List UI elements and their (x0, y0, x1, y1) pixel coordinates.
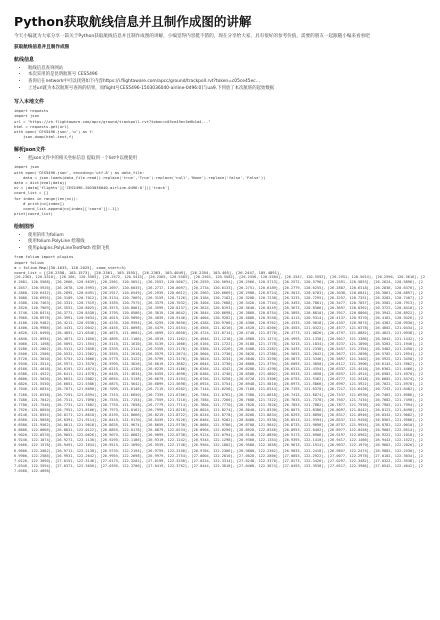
code-line: coord_list = [] (14, 190, 49, 196)
article-title: Python获取航线信息并且制作成图的讲解 (14, 14, 252, 29)
code-line: import folium (14, 259, 44, 265)
list-item: • 使用plugins.PolyLineTextPath 绘制飞机 (28, 246, 426, 253)
code-line: print(coord_list) (14, 211, 53, 217)
list-item: • 查询后在network中可以找到如下内容https://i.flightaware.com/apcc/ground/trackpoll.rvt?token=c05ce45ec... (28, 79, 426, 86)
bottom-fade-overlay (0, 580, 440, 620)
section-heading-overview: 获取航线信息并且制作成图 (14, 44, 70, 50)
list-item: • 使用的库为folium (28, 233, 426, 240)
code-line: # print(nv[index]) (14, 200, 65, 206)
code-line: with open('CES5496.json','w') as f: (14, 129, 95, 135)
code-line: nv = (data['flights']['CES5496-1503036040-airline-0496:0'])['track'] (14, 185, 170, 191)
code-line: import json (14, 164, 40, 170)
list-item: • 把json文件中的相关坐标信息 提取到一个list中以便使用 (28, 156, 426, 163)
code-line: for index in range(len(nv)): (14, 195, 79, 201)
code-line: coord_list.append(nv[index]['coord'][:-1]) (14, 206, 120, 212)
code-line: with open('CES5496.json', encoding='utf-8') as data_file: (14, 169, 145, 175)
code-line: data = dict(eval(data)) (14, 179, 67, 185)
code-line: coord_list = [[26.2358, 103.1573], [26.2361, 103.1555], [26.2363, 103.4049], [26.2354, 103.405], [26.2447, 105.4891], (14, 270, 282, 276)
section-heading-write-file: 写入本地文件 (14, 99, 45, 106)
code-block-draw-map (14, 254, 426, 275)
section-heading-parse-json: 解析json文件 (14, 146, 46, 153)
code-line: data = json.loads(data_file.read().replace('true','True').replace('null','None').replace('false','False')) (14, 174, 266, 180)
code-line: url = "https://zh.flightaware.com/apcc/ground/trackpoll.rvt?token=c05ce45ec5e6b1a4..." (14, 118, 211, 124)
article-intro: 今天小编就为大家分享一篇关于Python获取航线信息并且制作成图的讲解，小编觉得内容挺不错的，现在分享给大家，具有很好的参考价值，需要的朋友一起跟随小编来看看吧 (14, 33, 370, 39)
code-block-write-file (14, 108, 426, 139)
list-item: • 使用folium.PolyLine 绘制线 (28, 239, 426, 246)
code-line: import requests (14, 108, 49, 114)
code-line: from folium import plugins (14, 254, 74, 260)
list-item: • 航线信息查询网站 (28, 66, 426, 73)
code-line: json.dump(html.text,f) (14, 134, 74, 140)
list-item: • 本次采用的是昆明航班号 CES5496 (28, 72, 426, 79)
list-item: • 上述url就为本次航班号查询的结果，而flight号CES5496-1503036040-airline-0496:0]与ua9.下到放了本次航班的起始数据 (28, 86, 426, 93)
code-line: m = folium.Map([30.1633, 120.2025], zoom_start=5) (14, 264, 127, 270)
section-heading-route-info: 航线信息 (14, 56, 35, 63)
bullet-list-draw-map (14, 233, 426, 253)
coordinate-list-dump: [26.2363, 120.5518], [26.266, 120.5583], [26.2572, 120.5415], [26.2565, 120.5583], [26.2561, 120.5582], [26.2556, 120.5584], [26.2547, 120.5592], [26.2551, 120.5614], [26.2596, 120.5616], [26.2681, 120.5588], [26.2666, 120.5639], [26.2561, 120.5651], [26.2553, 120.5667], [26.2559, 120.5694], [26.2566, 120.5713], [26.2572, 120.5796], [26.2591, 120.5853], [26.2624, 120.5896], [26.2657, 120.5926], [26.2678, 120.5993], [26.2697, 120.6035], [26.2717, 120.6097], [26.2734, 120.6133], [26.2751, 120.6189], [26.2779, 120.6255], [26.2807, 120.6318], [26.2838, 120.6376], [26.2868, 120.6432], [26.2895, 120.6491], [26.2917, 120.6549], [26.2939, 120.6612], [26.2963, 120.6669], [26.2988, 120.6724], [26.3013, 120.6783], [26.3038, 120.6841], [26.3061, 120.6897], [26.3086, 120.6955], [26.3109, 120.7012], [26.3134, 120.7069], [26.3159, 120.7126], [26.3184, 120.7182], [26.3208, 120.7238], [26.3233, 120.7295], [26.3257, 120.7351], [26.3282, 120.7407], [26.3306, 120.7463], [26.3331, 120.7519], [26.3355, 120.7575], [26.3379, 120.7632], [26.3404, 120.7688], [26.3428, 120.7744], [26.3453, 120.7801], [26.3477, 120.7857], [26.3502, 120.7913], [26.3526, 120.7969], [26.3551, 120.8025], [26.3575, 120.8081], [26.3599, 120.8137], [26.3624, 120.8193], [26.3648, 120.8249], [26.3673, 120.8306], [26.3697, 120.8362], [26.3722, 120.8418], [26.3746, 120.8474], [26.3771, 120.8530], [26.3795, 120.8586], [26.3819, 120.8642], [26.3844, 120.8698], [26.3868, 120.8754], [26.3893, 120.8810], [26.3917, 120.8866], [26.3942, 120.8922], [26.3966, 120.8978], [26.3991, 120.9034], [26.4015, 120.9090], [26.4039, 120.9146], [26.4064, 120.9202], [26.4088, 120.9258], [26.4113, 120.9314], [26.4137, 120.9370], [26.4162, 120.9426], [26.4186, 120.9482], [26.4211, 120.9538], [26.4235, 120.9594], [26.4259, 120.9650], [26.4284, 120.9706], [26.4308, 120.9762], [26.4333, 120.9818], [26.4357, 120.9874], [26.4382, 120.9930], [26.4406, 120.9986], [26.4431, 121.0042], [26.4455, 121.0098], [26.4479, 121.0154], [26.4504, 121.0210], [26.4528, 121.0266], [26.4553, 121.0322], [26.4577, 121.0378], [26.4602, 121.0434], [26.4626, 121.0490], [26.4651, 121.0546], [26.4675, 121.0602], [26.4699, 121.0658], [26.4724, 121.0714], [26.4748, 121.0770], [26.4773, 121.0826], [26.4797, 121.0882], [26.4822, 121.0938], [26.4846, 121.0994], [26.4871, 121.1050], [26.4895, 121.1106], [26.4919, 121.1162], [26.4944, 121.1218], [26.4968, 121.1274], [26.4993, 121.1330], [26.5017, 121.1386], [26.5042, 121.1442], [26.5066, 121.1498], [26.5091, 121.1554], [26.5115, 121.1610], [26.5139, 121.1666], [26.5164, 121.1722], [26.5188, 121.1778], [26.5213, 121.1834], [26.5237, 121.1890], [26.5262, 121.1946], [26.5286, 121.2002], [26.5311, 121.2058], [26.5335, 121.2114], [26.5359, 121.2170], [26.5384, 121.2226], [26.5408, 121.2282], [26.5433, 121.2338], [26.5457, 121.2394], [26.5482, 121.2450], [26.5506, 121.2506], [26.5531, 121.2562], [26.5555, 121.2618], [26.5579, 121.2674], [26.5604, 121.2730], [26.5628, 121.2786], [26.5653, 121.2842], [26.5677, 121.2898], [26.5702, 121.2954], [26.5726, 121.3010], [26.5751, 121.3066], [26.5775, 121.3122], [26.5799, 121.3178], [26.5824, 121.3234], [26.5848, 121.3290], [26.5873, 121.3346], [26.5897, 121.3402], [26.5922, 121.3458], [26.5946, 121.3514], [26.5971, 121.3570], [26.5995, 121.3626], [26.6019, 121.3682], [26.6044, 121.3738], [26.6068, 121.3794], [26.6093, 121.3850], [26.6117, 121.3906], [26.6142, 121.3962], [26.6166, 121.4018], [26.6191, 121.4074], [26.6215, 121.4130], [26.6239, 121.4186], [26.6264, 121.4242], [26.6288, 121.4298], [26.6313, 121.4354], [26.6337, 121.4410], [26.6362, 121.4466], [26.6386, 121.4522], [26.6411, 121.4578], [26.6435, 121.4634], [26.6459, 121.4690], [26.6484, 121.4746], [26.6508, 121.4802], [26.6533, 121.4858], [26.6557, 121.4914], [26.6582, 121.4970], [26.6606, 121.5026], [26.6631, 121.5082], [26.6655, 121.5138], [26.6679, 121.5194], [26.6704, 121.5250], [26.6728, 121.5306], [26.6753, 121.5362], [26.6777, 121.5418], [26.6802, 121.5474], [26.6826, 121.5530], [26.6851, 121.5586], [26.6875, 121.5642], [26.6899, 121.5698], [26.6924, 121.5754], [26.6948, 121.5810], [26.6973, 121.5866], [26.6997, 121.5922], [26.7022, 121.5978], [26.7046, 121.6034], [26.7071, 121.6090], [26.7095, 121.6146], [26.7119, 121.6202], [26.7144, 121.6258], [26.7168, 121.6314], [26.7193, 121.6370], [26.7217, 121.6426], [26.7242, 121.6482], [26.7266, 121.6538], [26.7291, 121.6594], [26.7315, 121.6650], [26.7339, 121.6706], [26.7364, 121.6762], [26.7388, 121.6818], [26.7413, 121.6874], [26.7437, 121.6930], [26.7462, 121.6986], [26.7486, 121.7042], [26.7511, 121.7098], [26.7535, 121.7154], [26.7559, 121.7210], [26.7584, 121.7266], [26.7608, 121.7322], [26.7633, 121.7378], [26.7657, 121.7434], [26.7682, 121.7490], [26.7706, 121.7546], [26.7731, 121.7602], [26.7755, 121.7658], [26.7779, 121.7714], [26.7804, 121.7770], [26.7828, 121.7826], [26.7853, 121.7882], [26.7877, 121.7938], [26.7902, 121.7994], [26.7926, 121.8050], [26.7951, 121.8106], [26.7975, 121.8162], [26.7999, 121.8218], [26.8024, 121.8274], [26.8048, 121.8330], [26.8073, 121.8386], [26.8097, 121.8442], [26.8122, 121.8498], [26.8146, 121.8554], [26.8171, 121.8610], [26.8195, 121.8666], [26.8219, 121.8722], [26.8244, 121.8778], [26.8268, 121.8834], [26.8293, 121.8890], [26.8317, 121.8946], [26.8342, 121.9002], [26.8366, 121.9058], [26.8391, 121.9114], [26.8415, 121.9170], [26.8439, 121.9226], [26.8464, 121.9282], [26.8488, 121.9338], [26.8513, 121.9394], [26.8537, 121.9450], [26.8562, 121.9506], [26.8586, 121.9562], [26.8611, 121.9618], [26.8635, 121.9674], [26.8659, 121.9730], [26.8684, 121.9786], [26.8708, 121.9842], [26.8733, 121.9898], [26.8757, 121.9954], [26.8782, 122.0010], [26.8806, 122.0066], [26.8831, 122.0122], [26.8855, 122.0178], [26.8879, 122.0234], [26.8904, 122.0290], [26.8928, 122.0346], [26.8953, 122.0402], [26.8977, 122.0458], [26.9002, 122.0514], [26.9026, 122.0570], [26.9051, 122.0626], [26.9075, 122.0682], [26.9099, 122.0738], [26.9124, 122.0794], [26.9148, 122.0850], [26.9173, 122.0906], [26.9197, 122.0962], [26.9222, 122.1018], [26.9246, 122.1074], [26.9271, 122.1130], [26.9295, 122.1186], [26.9319, 122.1242], [26.9344, 122.1298], [26.9368, 122.1354], [26.9393, 122.1410], [26.9417, 122.1466], [26.9442, 122.1522], [26.9466, 122.1578], [26.9491, 122.1634], [26.9515, 122.1690], [26.9539, 122.1746], [26.9564, 122.1802], [26.9588, 122.1858], [26.9613, 122.1914], [26.9637, 122.1970], [26.9662, 122.2026], [26.9686, 122.2082], [26.9711, 122.2138], [26.9735, 122.2194], [26.9759, 122.2250], [26.9784, 122.2306], [26.9808, 122.2362], [26.9833, 122.2418], [26.9857, 122.2474], [26.9882, 122.2530], [26.9906, 122.2586], [26.9931, 122.2642], [26.9955, 122.2698], [26.9979, 122.2754], [27.0004, 122.2810], [27.0028, 122.2866], [27.0053, 122.2922], [27.0077, 122.2978], [27.0102, 122.3034], [27.0126, 122.3090], [27.0151, 122.3146], [27.0175, 122.3202], [27.0199, 122.3258], [27.0224, 122.3314], [27.0248, 122.3370], [27.0273, 122.3426], [27.0297, 122.3482], [27.0322, 122.3538], [27.0346, 122.3594], [27.0371, 122.3650], [27.0395, 122.3706], [27.0419, 122.3762], [27.0444, 122.3818], [27.0468, 122.3874], [27.0493, 122.3930], [27.0517, 122.3986], [27.0542, 122.4042], [27.0566, 122.4098] (14, 275, 426, 473)
code-line: import json (14, 113, 40, 119)
code-block-parse-json (14, 164, 426, 216)
code-line: html = requests.get(url) (14, 123, 69, 129)
bullet-list-parse-json (14, 156, 426, 163)
bullet-list-route-info (14, 66, 426, 92)
section-heading-draw-map: 绘制图形 (14, 223, 35, 230)
